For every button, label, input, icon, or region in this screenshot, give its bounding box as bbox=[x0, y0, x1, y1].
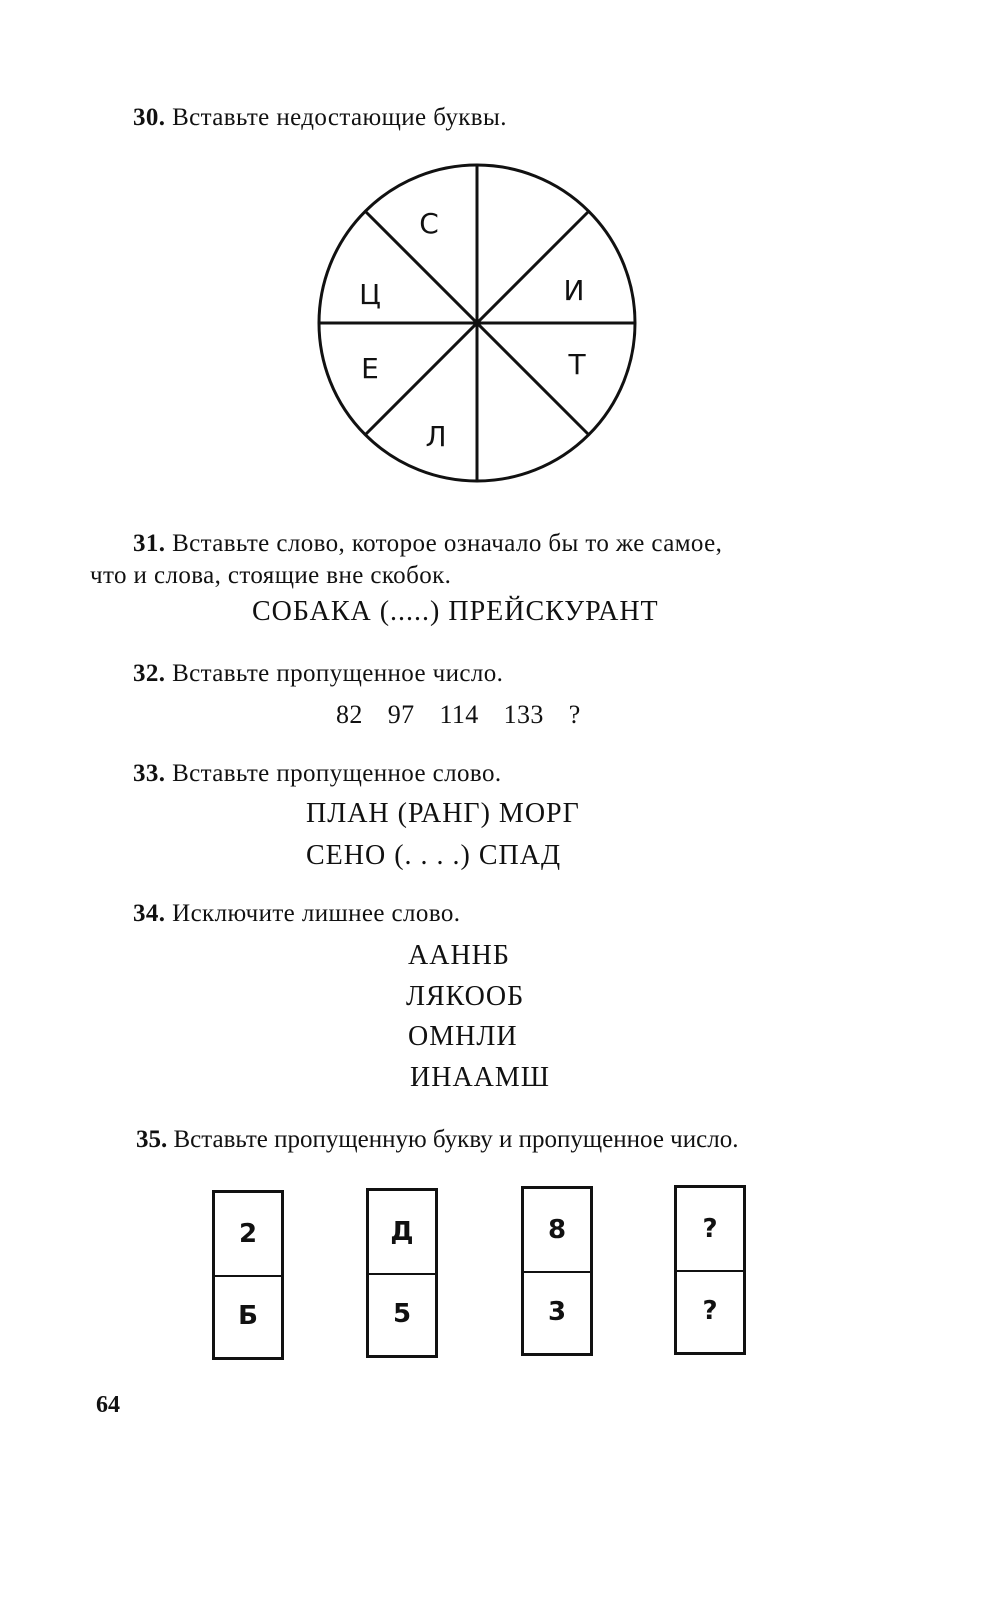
q32-sequence bbox=[336, 700, 581, 730]
sequence-item: ? bbox=[568, 700, 581, 729]
q32-number: 32. bbox=[133, 660, 166, 687]
q33-heading bbox=[133, 760, 502, 788]
card-top-value: 2 bbox=[215, 1193, 281, 1277]
wheel-letter-6: Ц bbox=[359, 278, 381, 311]
q31-line2: что и слова, стоящие вне скобок. bbox=[90, 562, 452, 589]
letter-wheel bbox=[315, 160, 640, 485]
q34-word: ИНААМШ bbox=[410, 1062, 551, 1093]
wheel-letter-1: С bbox=[419, 207, 439, 240]
q34-text: Исключите лишнее слово. bbox=[172, 900, 461, 927]
q33-text: Вставьте пропущенное слово. bbox=[172, 760, 502, 787]
number-card-3 bbox=[521, 1186, 593, 1356]
card-bottom-value: ? bbox=[702, 1296, 718, 1326]
q33-row2: СЕНО (. . . .) СПАД bbox=[306, 840, 562, 871]
q32-heading bbox=[133, 660, 503, 688]
wheel-letter-5: Е bbox=[361, 352, 379, 385]
sequence-item: 97 bbox=[387, 700, 415, 729]
q34-word: ЛЯКООБ bbox=[406, 981, 525, 1012]
q31-puzzle: СОБАКА (.....) ПРЕЙСКУРАНТ bbox=[252, 596, 659, 627]
sequence-item: 114 bbox=[439, 700, 479, 729]
q35-number: 35. bbox=[136, 1126, 168, 1153]
q32-text: Вставьте пропущенное число. bbox=[172, 660, 504, 687]
q34-word: ААННБ bbox=[408, 940, 510, 971]
q33-number: 33. bbox=[133, 760, 166, 787]
wheel-letter-3: Т bbox=[568, 348, 586, 381]
page-number: 64 bbox=[96, 1392, 120, 1418]
q31-heading bbox=[133, 530, 722, 558]
card-bottom-value: 3 bbox=[547, 1297, 567, 1327]
q34-heading bbox=[133, 900, 460, 928]
wheel-letter-4: Л bbox=[425, 420, 447, 453]
q33-row1: ПЛАН (РАНГ) МОРГ bbox=[306, 798, 580, 829]
q30-text: Вставьте недостающие буквы. bbox=[172, 104, 507, 131]
number-card-2 bbox=[366, 1188, 438, 1358]
number-card-4 bbox=[674, 1185, 746, 1355]
card-bottom-value: 5 bbox=[392, 1299, 412, 1329]
card-bottom-value: Б bbox=[238, 1301, 258, 1331]
q34-number: 34. bbox=[133, 900, 166, 927]
card-top-value: Д bbox=[369, 1191, 435, 1275]
wheel-letter-2: И bbox=[563, 274, 585, 307]
q30-heading bbox=[133, 104, 507, 132]
number-card-1 bbox=[212, 1190, 284, 1360]
q31-line1: Вставьте слово, которое означало бы то же самое, bbox=[172, 530, 723, 557]
q34-word: ОМНЛИ bbox=[408, 1021, 518, 1052]
card-top-value: ? bbox=[677, 1188, 743, 1272]
sequence-item: 82 bbox=[336, 700, 363, 729]
q31-number: 31. bbox=[133, 530, 166, 557]
q30-number: 30. bbox=[133, 104, 166, 131]
card-top-value: 8 bbox=[524, 1189, 590, 1273]
sequence-item: 133 bbox=[503, 700, 544, 729]
q35-heading bbox=[136, 1126, 738, 1154]
q35-text: Вставьте пропущенную букву и пропущенное число. bbox=[173, 1126, 739, 1153]
